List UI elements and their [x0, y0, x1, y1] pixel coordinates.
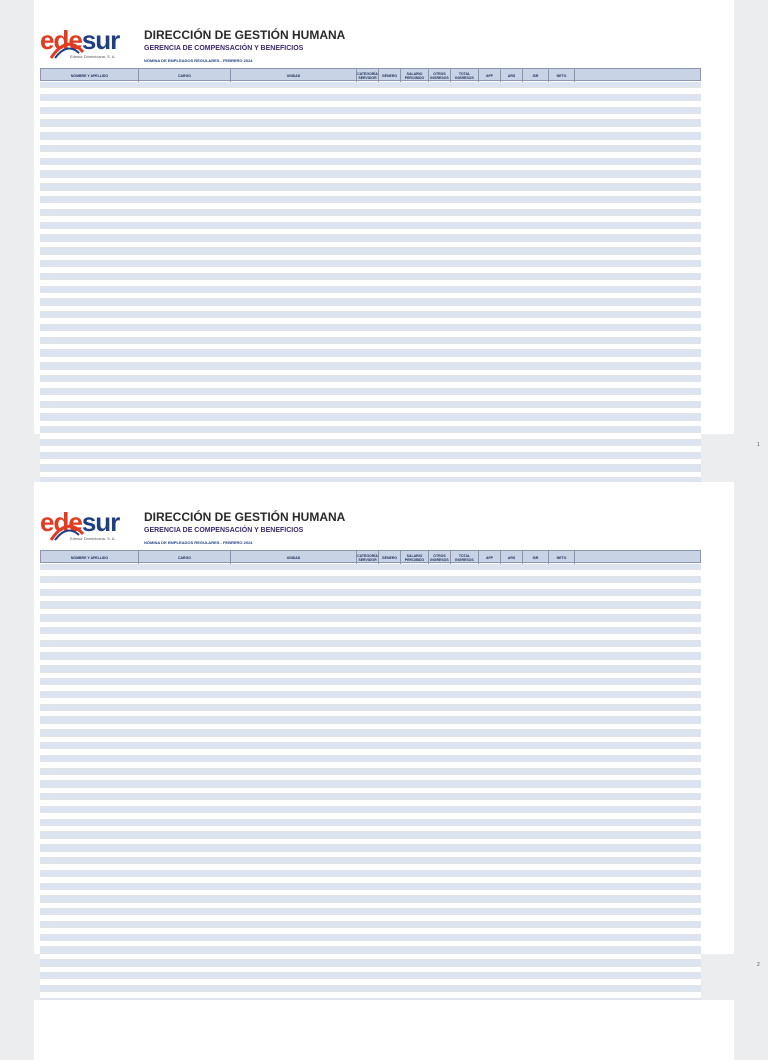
column-header: CATEGORÍA SERVIDOR: [357, 551, 379, 564]
page-2: [34, 482, 734, 954]
header-titles: [144, 28, 345, 52]
document-title: DIRECCIÓN DE GESTIÓN HUMANA: [144, 28, 346, 42]
column-header: CARGO: [139, 69, 231, 82]
column-header: NETO: [549, 69, 575, 82]
column-header: GÉNERO: [379, 69, 401, 82]
table-body: [40, 564, 701, 1018]
report-title: NÓMINA DE EMPLEADOS REGULARES - FEBRERO 2024: [144, 540, 253, 545]
edesur-logo: [40, 25, 130, 68]
column-header: NOMBRE Y APELLIDO: [41, 69, 139, 82]
header-titles: [144, 510, 345, 534]
logo-tagline: Edesur Dominicana, S. A.: [70, 536, 116, 541]
page-number: 2: [757, 962, 760, 968]
column-header: AFP: [479, 69, 501, 82]
table-header: [40, 68, 701, 81]
document-title: DIRECCIÓN DE GESTIÓN HUMANA: [144, 510, 346, 524]
page-header: [34, 482, 734, 548]
column-header: ISR: [523, 551, 549, 564]
column-header: ARS: [501, 551, 523, 564]
column-header: UNIDAD: [231, 551, 357, 564]
page-3: [34, 1000, 734, 1060]
column-header: OTROS INGRESOS: [429, 69, 451, 82]
logo-tagline: Edesur Dominicana, S. A.: [70, 54, 116, 59]
column-header: SALARIO PERCIBIDO: [401, 551, 429, 564]
document-subtitle: GERENCIA DE COMPENSACIÓN Y BENEFICIOS: [144, 527, 304, 534]
column-header: ISR: [523, 69, 549, 82]
report-title: NÓMINA DE EMPLEADOS REGULARES - FEBRERO 2024: [144, 58, 253, 63]
logo-wordmark: edesur: [40, 25, 120, 55]
column-header: OTROS INGRESOS: [429, 551, 451, 564]
table-header: [40, 550, 701, 563]
column-header: SALARIO PERCIBIDO: [401, 69, 429, 82]
column-header: UNIDAD: [231, 69, 357, 82]
document-subtitle: GERENCIA DE COMPENSACIÓN Y BENEFICIOS: [144, 45, 304, 52]
column-header: TOTAL INGRESOS: [451, 551, 479, 564]
edesur-logo: [40, 507, 130, 550]
column-header: ARS: [501, 69, 523, 82]
column-header: GÉNERO: [379, 551, 401, 564]
column-header: NOMBRE Y APELLIDO: [41, 551, 139, 564]
column-header: CATEGORÍA SERVIDOR: [357, 69, 379, 82]
page-number: 1: [757, 442, 760, 448]
column-header: CARGO: [139, 551, 231, 564]
page-header: [34, 0, 734, 66]
table-body: [40, 82, 701, 491]
logo-arc-icon: [49, 40, 85, 60]
column-header: AFP: [479, 551, 501, 564]
logo-wordmark: edesur: [40, 507, 120, 537]
column-header: NETO: [549, 551, 575, 564]
logo-arc-icon: [49, 522, 85, 542]
column-header: TOTAL INGRESOS: [451, 69, 479, 82]
page-1: [34, 0, 734, 434]
